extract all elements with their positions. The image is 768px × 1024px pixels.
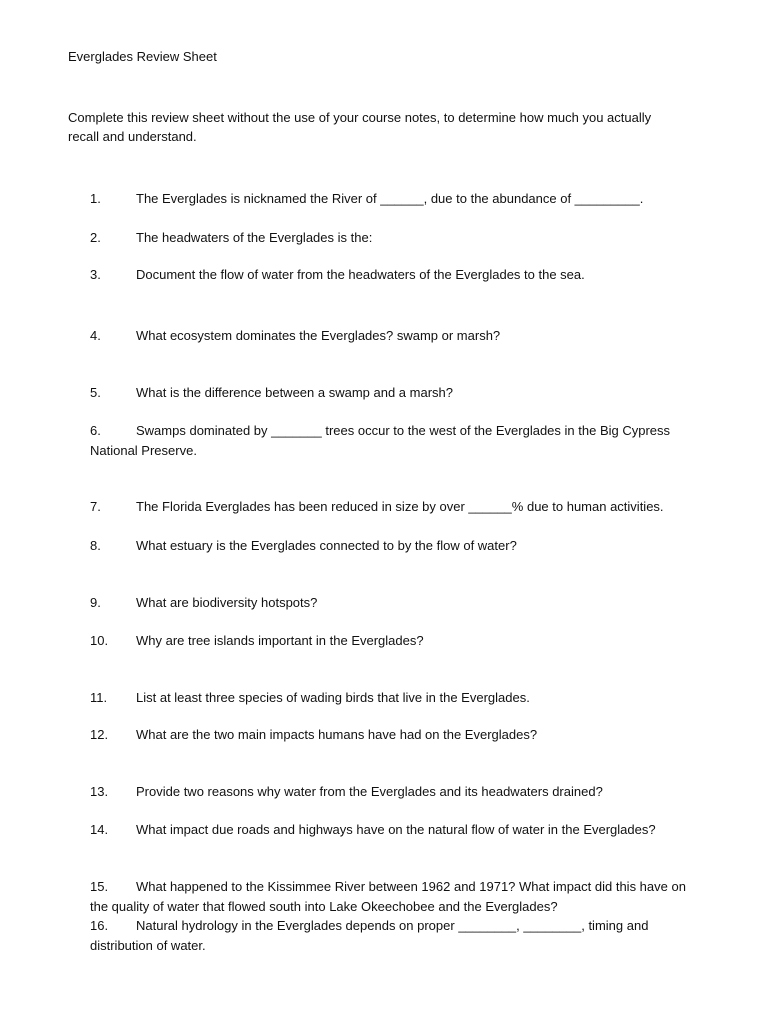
question-text: What estuary is the Everglades connected to by the flow of water? [136,538,517,553]
question-text: The headwaters of the Everglades is the: [136,230,373,245]
question-text-continuation: National Preserve. [90,442,197,458]
question-4 [90,326,730,346]
page-title: Everglades Review Sheet [68,49,217,64]
question-6 [90,421,730,460]
question-7 [90,497,730,517]
question-number: 7. [90,499,101,514]
question-15 [90,877,730,916]
question-2 [90,228,730,248]
question-number: 5. [90,385,101,400]
question-text: Swamps dominated by _______ trees occur to the west of the Everglades in the Big Cypress [136,423,671,438]
intro-paragraph [68,108,728,146]
question-text-continuation: distribution of water. [90,937,206,953]
question-number: 16. [90,918,109,933]
question-1 [90,189,730,209]
question-text: What are biodiversity hotspots? [136,595,318,610]
question-text: What is the difference between a swamp and a marsh? [136,385,453,400]
question-number: 12. [90,727,109,742]
question-16 [90,916,730,955]
question-8 [90,536,730,556]
question-text: What impact due roads and highways have on the natural flow of water in the Everglades? [136,822,656,837]
question-number: 10. [90,633,109,648]
question-number: 14. [90,822,109,837]
question-number: 13. [90,784,109,799]
question-text: What ecosystem dominates the Everglades? swamp or marsh? [136,328,501,343]
question-10 [90,631,730,651]
question-number: 6. [90,423,101,438]
intro-line: Complete this review sheet without the use of your course notes, to determine how much you actually [68,110,652,125]
intro-line: recall and understand. [68,129,197,144]
question-text-continuation: the quality of water that flowed south into Lake Okeechobee and the Everglades? [90,898,558,914]
question-5 [90,383,730,403]
question-text: Provide two reasons why water from the Everglades and its headwaters drained? [136,784,603,799]
question-text: The Florida Everglades has been reduced in size by over ______% due to human activities. [136,499,664,514]
question-number: 8. [90,538,101,553]
question-number: 9. [90,595,101,610]
question-number: 4. [90,328,101,343]
question-text: Natural hydrology in the Everglades depends on proper ________, ________, timing and [136,918,649,933]
question-text: Why are tree islands important in the Everglades? [136,633,424,648]
question-text: The Everglades is nicknamed the River of ______, due to the abundance of _________. [136,191,644,206]
question-3 [90,265,730,285]
question-number: 3. [90,267,101,282]
question-number: 2. [90,230,101,245]
question-11 [90,688,730,708]
question-14 [90,820,730,840]
question-number: 11. [90,690,108,705]
question-number: 15. [90,879,109,894]
question-12 [90,725,730,745]
question-text: Document the flow of water from the headwaters of the Everglades to the sea. [136,267,585,282]
question-text: What happened to the Kissimmee River between 1962 and 1971? What impact did this have on [136,879,686,894]
question-9 [90,593,730,613]
question-text: What are the two main impacts humans have had on the Everglades? [136,727,538,742]
question-number: 1. [90,191,101,206]
question-text: List at least three species of wading birds that live in the Everglades. [136,690,530,705]
question-13 [90,782,730,802]
